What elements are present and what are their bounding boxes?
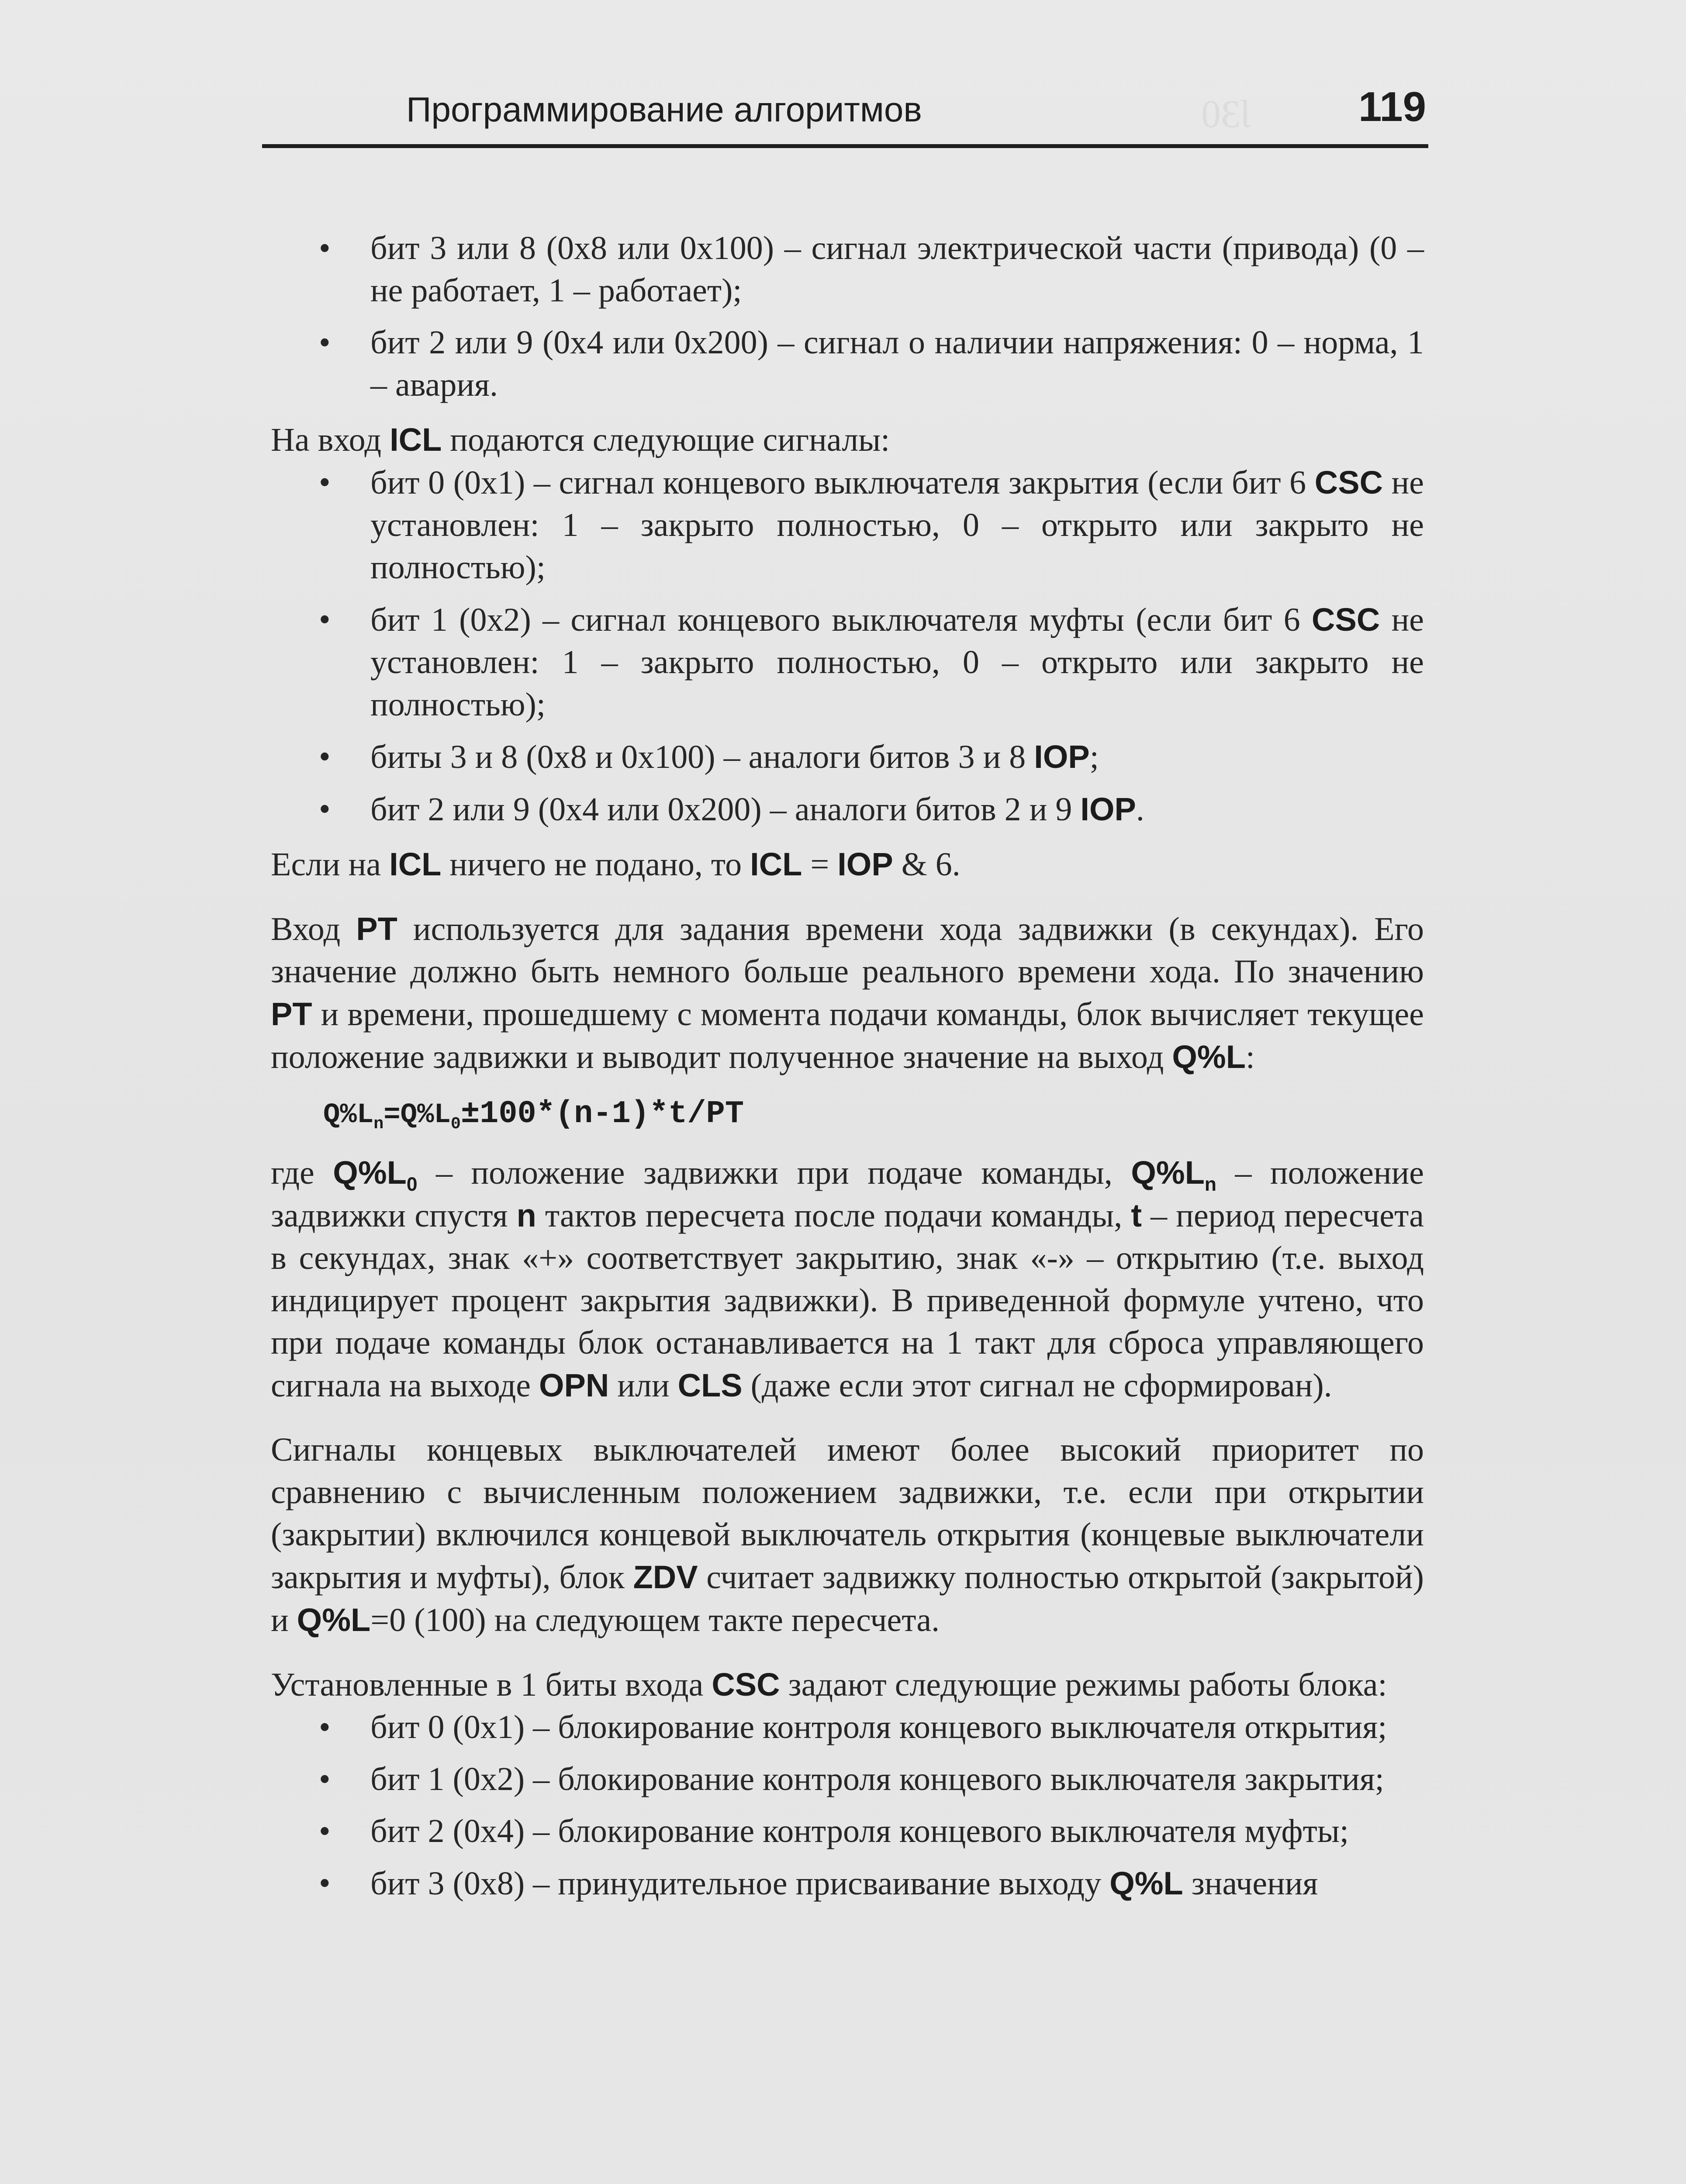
page-header xyxy=(262,83,1428,148)
paragraph: Вход PT используется для задания времени хода задвижки (в секундах). Его значение должно быть немного больше реального времени хода. По значению PT и времени, прошедшему с момента подачи команды, блок вычисляет текущее положение задвижки и выводит полученное значение на выход Q%L: xyxy=(271,911,1424,1075)
paragraph: Сигналы концевых выключателей имеют более высокий приоритет по сравнению с вычисленным положением задвижки, т.е. если при открытии (закрытии) включился концевой выключатель открытия (концевые выключатели закрытия и муфты), блок ZDV считает задвижку полностью открытой (закрытой) и Q%L=0 (100) на следующем такте пересчета. xyxy=(271,1431,1424,1638)
signal-name: CSC xyxy=(712,1666,780,1703)
signal-name: OPN xyxy=(539,1367,609,1403)
signal-name: IOP xyxy=(837,846,893,882)
bullet-list xyxy=(271,1706,1424,1905)
signal-name: $Q\%L_0$ xyxy=(333,1154,418,1195)
signal-name: ICL xyxy=(390,422,442,458)
paragraph: Если на ICL ничего не подано, то ICL = IOP & 6. xyxy=(271,846,960,883)
bullet-item: • бит 3 (0x8) – принудительное присваивание выходу Q%L значения xyxy=(271,1862,1424,1905)
paragraph: где $Q\%L_0$ – положение задвижки при подаче команды, $Q\%L_n$ – положение задвижки спустя n тактов пересчета после подачи команды, t – период пересчета в секундах, знак «+» соответствует закрытию, знак «-» – открытию (т.е. выход индицирует процент закрытия задвижки). В приведенной формуле учтено, что при подаче команды блок останавливается на 1 такт для сброса управляющего сигнала на выходе OPN или CLS (даже если этот сигнал не сформирован). xyxy=(271,1154,1424,1404)
bullet-item: • бит 2 или 9 (0x4 или 0x200) – сигнал о наличии напряжения: 0 – норма, 1 – авария. xyxy=(271,321,1424,406)
bullet-item: • бит 3 или 8 (0x8 или 0x100) – сигнал электрической части (привода) (0 – не работает, 1 – работает); xyxy=(271,227,1424,312)
bullet-item: • бит 1 (0x2) – блокирование контроля концевого выключателя закрытия; xyxy=(271,1758,1424,1800)
signal-name: $Q\%L_n$ xyxy=(1131,1154,1217,1195)
bullet-item: • бит 0 (0x1) – блокирование контроля концевого выключателя открытия; xyxy=(271,1706,1424,1749)
signal-name: ICL xyxy=(750,846,802,882)
signal-name: CLS xyxy=(677,1367,743,1403)
bullet-item: • биты 3 и 8 (0x8 и 0x100) – аналоги битов 3 и 8 IOP; xyxy=(271,736,1424,778)
signal-name: Q%L xyxy=(1172,1039,1246,1075)
signal-name: t xyxy=(1131,1197,1142,1234)
signal-name: Q%L xyxy=(297,1602,371,1638)
signal-name: ZDV xyxy=(633,1559,698,1595)
signal-name: n xyxy=(516,1197,536,1234)
bullet-list xyxy=(271,461,1424,831)
book-page: 0ƐƖ Программирование алгоритмов 119 • бит 3 или 8 (0x8 или 0x100) – сигнал электрической части (привода) (0 – не работает, 1 – работает); • бит 2 или 9 (0x4 или 0x200) – сигнал о наличии напряжения: 0 – норма, 1 – авария. На вход ICL подаются следующие сигналы: • бит 0 (0x1) – сигнал концевого выключателя закрытия (если бит 6 CSC не установлен: 1 – закрыто полностью, 0 – открыто или закрыто не полностью); • бит 1 (0x2) – сигнал концевого выключателя муфты (если бит 6 CSC не установлен: 1 – закрыто полностью, 0 – открыто или закрыто не полностью); • биты 3 и 8 (0x8 и 0x100) – аналоги битов 3 и 8 IOP; • бит 2 или 9 (0x4 или 0x200) – аналоги битов 2 и 9 IOP. Если на ICL ничего не подано, то ICL = IOP & 6. Вход PT используется для задания времени хода задвижки (в секундах). Его значение должно быть немного больше реального времени хода. По значению PT и времени, прошедшему с момента подачи команды, блок вычисляет текущее положение задвижки и выводит полученное значение на выход Q%L: $Q\%L_n=Q\%L_0\pm 100*(n-1)*t/PT$ где $Q\%L_0$ – положение задвижки при подаче команды, $Q\%L_n$ – положение задвижки спустя n тактов пересчета после подачи команды, t – период пересчета в секундах, знак «+» соответствует закрытию, знак «-» – открытию (т.е. выход индицирует процент закрытия задвижки). В приведенной формуле учтено, что при подаче команды блок останавливается на 1 такт для сброса управляющего сигнала на выходе OPN или CLS (даже если этот сигнал не сформирован). Сигналы концевых выключателей имеют более высокий приоритет по сравнению с вычисленным положением задвижки, т.е. если при открытии (закрытии) включился концевой выключатель открытия (концевые выключатели закрытия и муфты), блок ZDV считает задвижку полностью открытой (закрытой) и Q%L=0 (100) на следующем такте пересчета. Установленные в 1 биты входа CSC задают следующие режимы работы блока: • бит 0 (0x1) – блокирование контроля концевого выключателя открытия; • бит 1 (0x2) – блокирование контроля концевого выключателя закрытия; • бит 2 (0x4) – блокирование контроля концевого выключателя муфты; • бит 3 (0x8) – принудительное присваивание выходу Q%L значения xyxy=(0,0,1686,2184)
signal-name: PT xyxy=(356,911,397,947)
signal-name: ICL xyxy=(389,846,442,882)
paragraph: На вход ICL подаются следующие сигналы: xyxy=(271,422,890,458)
signal-name: CSC xyxy=(1314,464,1383,501)
signal-name: PT xyxy=(271,996,312,1032)
signal-name: IOP xyxy=(1034,739,1090,775)
bullet-item: • бит 1 (0x2) – сигнал концевого выключателя муфты (если бит 6 CSC не установлен: 1 – закрыто полностью, 0 – открыто или закрыто не полностью); xyxy=(271,598,1424,726)
bullet-item: • бит 2 или 9 (0x4 или 0x200) – аналоги битов 2 и 9 IOP. xyxy=(271,788,1424,831)
paragraph: Установленные в 1 биты входа CSC задают следующие режимы работы блока: xyxy=(271,1666,1387,1703)
formula: $Q\%L_n=Q\%L_0\pm 100*(n-1)*t/PT$ xyxy=(323,1096,744,1133)
running-title: Программирование алгоритмов xyxy=(406,90,922,129)
page-body xyxy=(271,227,1424,1914)
bullet-list xyxy=(271,227,1424,406)
page-number: 119 xyxy=(1358,83,1426,130)
bullet-item: • бит 2 (0x4) – блокирование контроля концевого выключателя муфты; xyxy=(271,1810,1424,1852)
signal-name: IOP xyxy=(1080,791,1136,827)
signal-name: Q%L xyxy=(1109,1865,1183,1901)
signal-name: CSC xyxy=(1312,601,1380,638)
bullet-item: • бит 0 (0x1) – сигнал концевого выключателя закрытия (если бит 6 CSC не установлен: 1 – закрыто полностью, 0 – открыто или закрыто не полностью); xyxy=(271,461,1424,589)
